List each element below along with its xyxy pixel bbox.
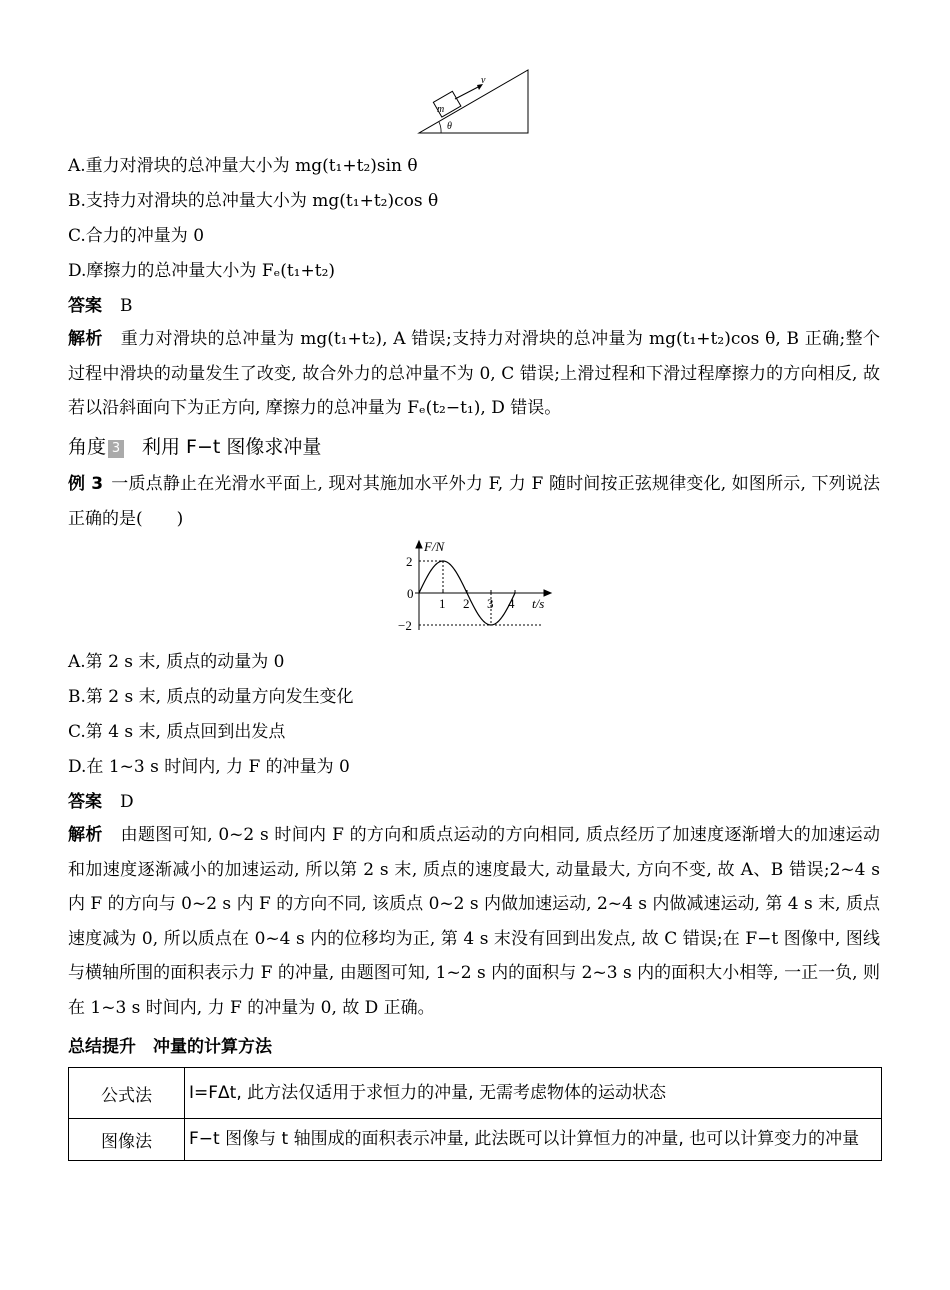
ex-answer-row [68, 787, 134, 812]
x-axis-label: t/s [532, 596, 545, 611]
ex-option-b: B.第 2 s 末, 质点的动量方向发生变化 [68, 687, 354, 707]
analysis-text: 重力对滑块的总冲量为 mg(t₁+t₂), A 错误;支持力对滑块的总冲量为 mg(t₁+t₂)cos θ, B 正确;整个过程中滑块的动量发生了改变, 故合外力的总冲量不为 0, C 错误;上滑过程和下滑过程摩擦力的方向相反, 故若以沿斜面向下为正方向, 摩擦力的总冲量为 Fₑ(t₂−t₁), D 错误。 [68, 329, 880, 418]
method-cell: 图像法 [69, 1119, 185, 1161]
answer-label: 答案 [68, 296, 102, 316]
incline-figure [415, 66, 535, 138]
mass-label: m [437, 104, 445, 115]
summary-title: 总结提升 冲量的计算方法 [68, 1037, 272, 1057]
option-a: A.重力对滑块的总冲量大小为 mg(t₁+t₂)sin θ [68, 156, 418, 176]
ex-analysis-label: 解析 [68, 825, 103, 845]
x-axis-arrow [544, 590, 551, 596]
y-axis-arrow [416, 541, 422, 548]
example-stem [68, 467, 880, 536]
ex-option-d: D.在 1~3 s 时间内, 力 F 的冲量为 0 [68, 757, 350, 777]
table-row [69, 1119, 882, 1161]
ex-option-c: C.第 4 s 末, 质点回到出发点 [68, 722, 286, 742]
analysis-para [68, 322, 880, 426]
ex-analysis-para [68, 818, 880, 1025]
option-b: B.支持力对滑块的总冲量大小为 mg(t₁+t₂)cos θ [68, 191, 439, 211]
x-tick-label: 3 [487, 596, 494, 611]
origin-label: 0 [407, 586, 414, 601]
section-number: 3 [108, 440, 124, 458]
example-label: 例 3 [68, 474, 104, 494]
answer-value: B [120, 296, 133, 316]
option-d: D.摩擦力的总冲量大小为 Fₑ(t₁+t₂) [68, 261, 336, 281]
velocity-arrow [455, 86, 480, 99]
x-tick-label: 1 [439, 596, 446, 611]
ex-answer-value: D [120, 792, 134, 812]
desc-cell: I=FΔt, 此方法仅适用于求恒力的冲量, 无需考虑物体的运动状态 [185, 1068, 882, 1119]
y-tick-label: 2 [406, 554, 413, 569]
section-title: 利用 F−t 图像求冲量 [142, 436, 322, 458]
ex-answer-label: 答案 [68, 792, 102, 812]
x-tick-label: 2 [463, 596, 470, 611]
ft-graph [392, 538, 562, 638]
angle-label: θ [447, 121, 452, 132]
ex-option-a: A.第 2 s 末, 质点的动量为 0 [68, 652, 285, 672]
table-row [69, 1068, 882, 1119]
summary-table [68, 1067, 882, 1161]
example-text: 一质点静止在光滑水平面上, 现对其施加水平外力 F, 力 F 随时间按正弦规律变化, 如图所示, 下列说法正确的是( ) [68, 474, 880, 529]
answer-row [68, 291, 133, 316]
analysis-label: 解析 [68, 329, 103, 349]
velocity-label: v [481, 75, 486, 86]
method-cell: 公式法 [69, 1068, 185, 1119]
desc-cell: F−t 图像与 t 轴围成的面积表示冲量, 此法既可以计算恒力的冲量, 也可以计算变力的冲量 [185, 1119, 882, 1161]
ex-analysis-text: 由题图可知, 0~2 s 时间内 F 的方向和质点运动的方向相同, 质点经历了加速度逐渐增大的加速运动和加速度逐渐减小的加速运动, 所以第 2 s 末, 质点的速度最大, 动量最大, 方向不变, 故 A、B 错误;2~4 s 内 F 的方向与 0~2 s 内 F 的方向不同, 该质点 0~2 s 内做加速运动, 2~4 s 内做减速运动, 第 4 s 末, 质点速度减为 0, 所以质点在 0~4 s 内的位移均为正, 第 4 s 末没有回到出发点, 故 C 错误;在 F−t 图像中, 图线与横轴所围的面积表示力 F 的冲量, 由题图可知, 1~2 s 内的面积与 2~3 s 内的面积大小相等, 一正一负, 则在 1~3 s 时间内, 力 F 的冲量为 0, 故 D 正确。 [68, 825, 881, 1018]
section-prefix: 角度 [68, 436, 107, 458]
section-heading [68, 432, 321, 459]
option-c: C.合力的冲量为 0 [68, 226, 205, 246]
x-tick-label: 4 [508, 596, 515, 611]
y-tick-label: −2 [398, 618, 412, 633]
y-axis-label: F/N [424, 539, 445, 554]
